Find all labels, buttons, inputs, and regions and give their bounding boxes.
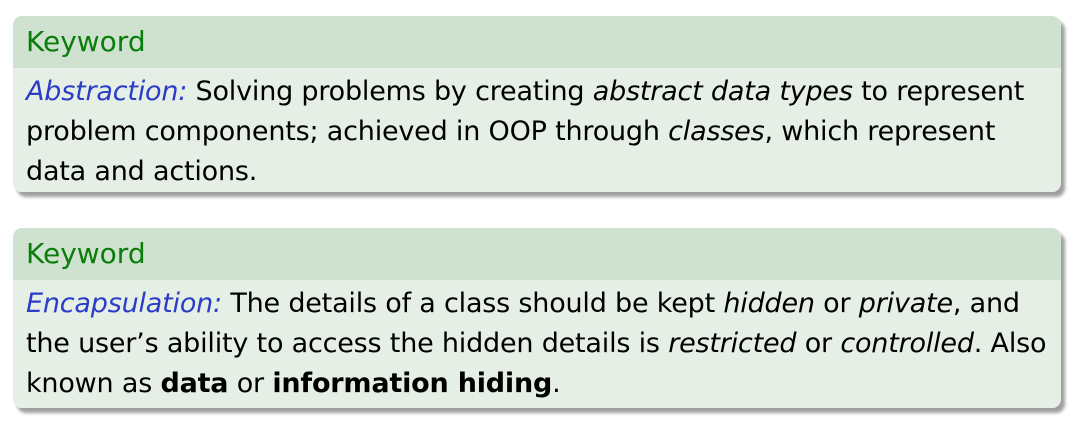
body-text: . [552, 368, 561, 399]
body-text: The details of a class should be kept [221, 288, 724, 319]
body-text: or [814, 288, 859, 319]
term-encapsulation: Encapsulation: [26, 288, 222, 319]
block-title: Keyword [13, 228, 1061, 280]
emphasis-text: hidden [723, 288, 815, 319]
body-text: or [228, 368, 273, 399]
body-text: , which represent data and actions. [26, 116, 996, 187]
block-title: Keyword [13, 16, 1061, 68]
emphasis-text: restricted [668, 328, 797, 359]
block-body [13, 68, 1061, 192]
body-text: . Also known as [26, 328, 1047, 399]
bold-text: data [160, 368, 229, 399]
emphasis-text: controlled [840, 328, 974, 359]
keyword-block-abstraction [13, 16, 1061, 192]
keyword-block-encapsulation [13, 228, 1061, 408]
body-text: or [796, 328, 841, 359]
body-text: Solving problems by creating [187, 76, 593, 107]
block-body [13, 280, 1061, 408]
emphasis-text: classes [668, 116, 765, 147]
term-abstraction: Abstraction: [26, 76, 188, 107]
bold-text: information hiding [272, 368, 553, 399]
body-text: , and the user’s ability to access the hidden details is [26, 288, 1020, 359]
emphasis-text: abstract data types [592, 76, 853, 107]
body-text: to represent problem components; achieved in OOP through [26, 76, 1025, 147]
emphasis-text: private [858, 288, 953, 319]
